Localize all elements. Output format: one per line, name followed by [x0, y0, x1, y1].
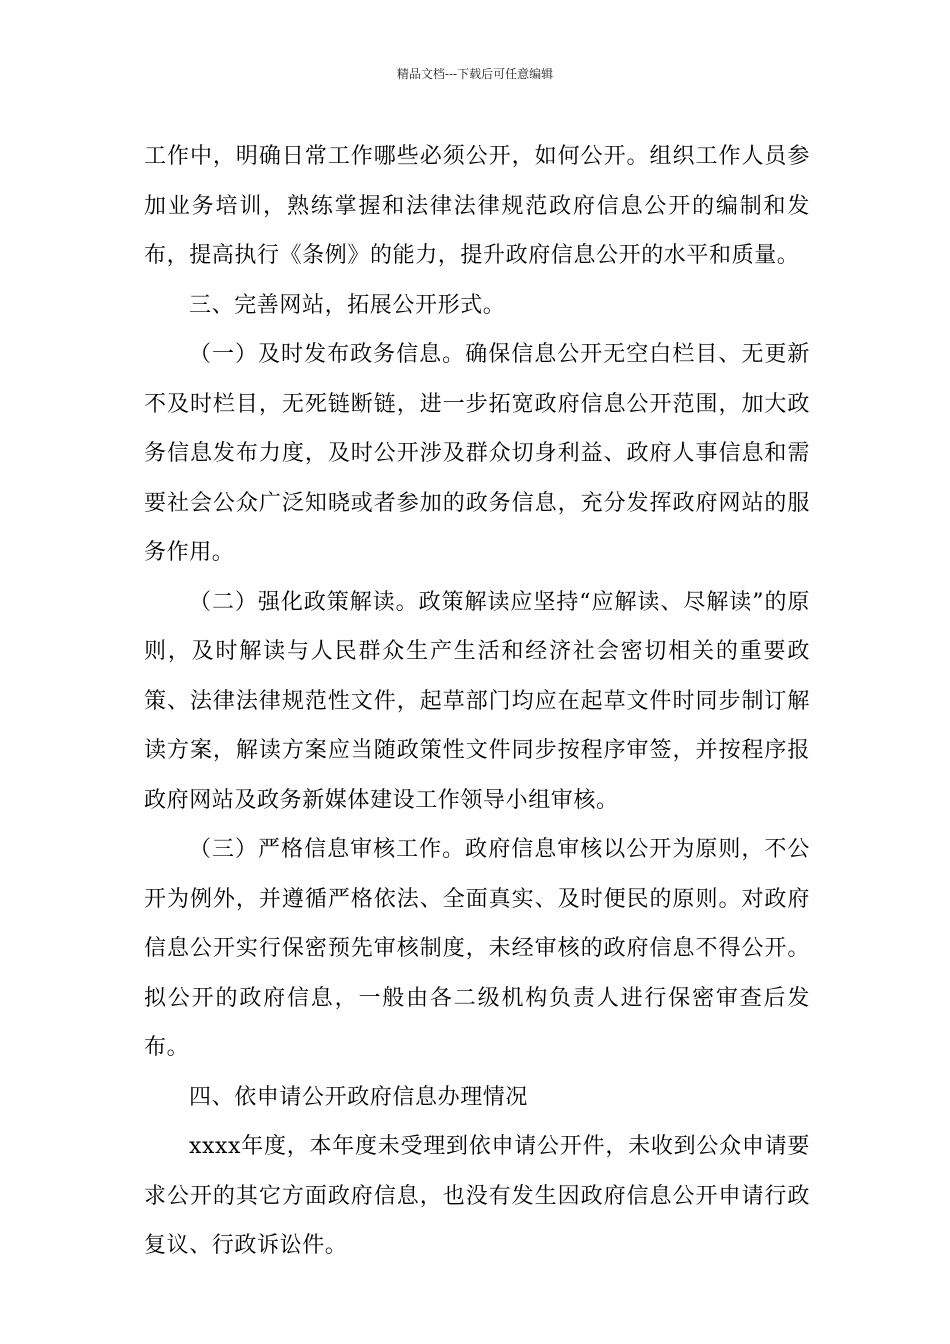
- section-heading-3: 三、完善网站，拓展公开形式。: [189, 292, 506, 318]
- document-body: [144, 132, 810, 1271]
- section-heading-4: 四、依申请公开政府信息办理情况: [189, 1084, 529, 1110]
- paragraph-policy-interpretation: （二）强化政策解读。政策解读应坚持“应解读、尽解读”的原则，及时解读与人民群众生产生活和经济社会密切相关的重要政策、法律法律规范性文件，起草部门均应在起草文件时同步制订解读方案，解读方案应当随政策性文件同步按程序审签，并按程序报政府网站及政务新媒体建设工作领导小组审核。: [144, 589, 810, 813]
- page-header: 精品文档---下载后可任意编辑: [396, 67, 554, 81]
- paragraph-info-review: （三）严格信息审核工作。政府信息审核以公开为原则，不公开为例外，并遵循严格依法、全面真实、及时便民的原则。对政府信息公开实行保密预先审核制度，未经审核的政府信息不得公开。拟公开的政府信息，一般由各二级机构负责人进行保密审查后发布。: [144, 837, 810, 1060]
- paragraph-publish-info: （一）及时发布政务信息。确保信息公开无空白栏目、无更新不及时栏目，无死链断链，进一步拓宽政府信息公开范围，加大政务信息发布力度，及时公开涉及群众切身利益、政府人事信息和需要社会公众广泛知晓或者参加的政务信息，充分发挥政府网站的服务作用。: [144, 342, 810, 565]
- paragraph-application-status: xxxx年度，本年度未受理到依申请公开件，未收到公众申请要求公开的其它方面政府信息，也没有发生因政府信息公开申请行政复议、行政诉讼件。: [144, 1134, 810, 1258]
- paragraph-continuation: 工作中，明确日常工作哪些必须公开，如何公开。组织工作人员参加业务培训，熟练掌握和法律法律规范政府信息公开的编制和发布，提高执行《条例》的能力，提升政府信息公开的水平和质量。: [144, 144, 810, 268]
